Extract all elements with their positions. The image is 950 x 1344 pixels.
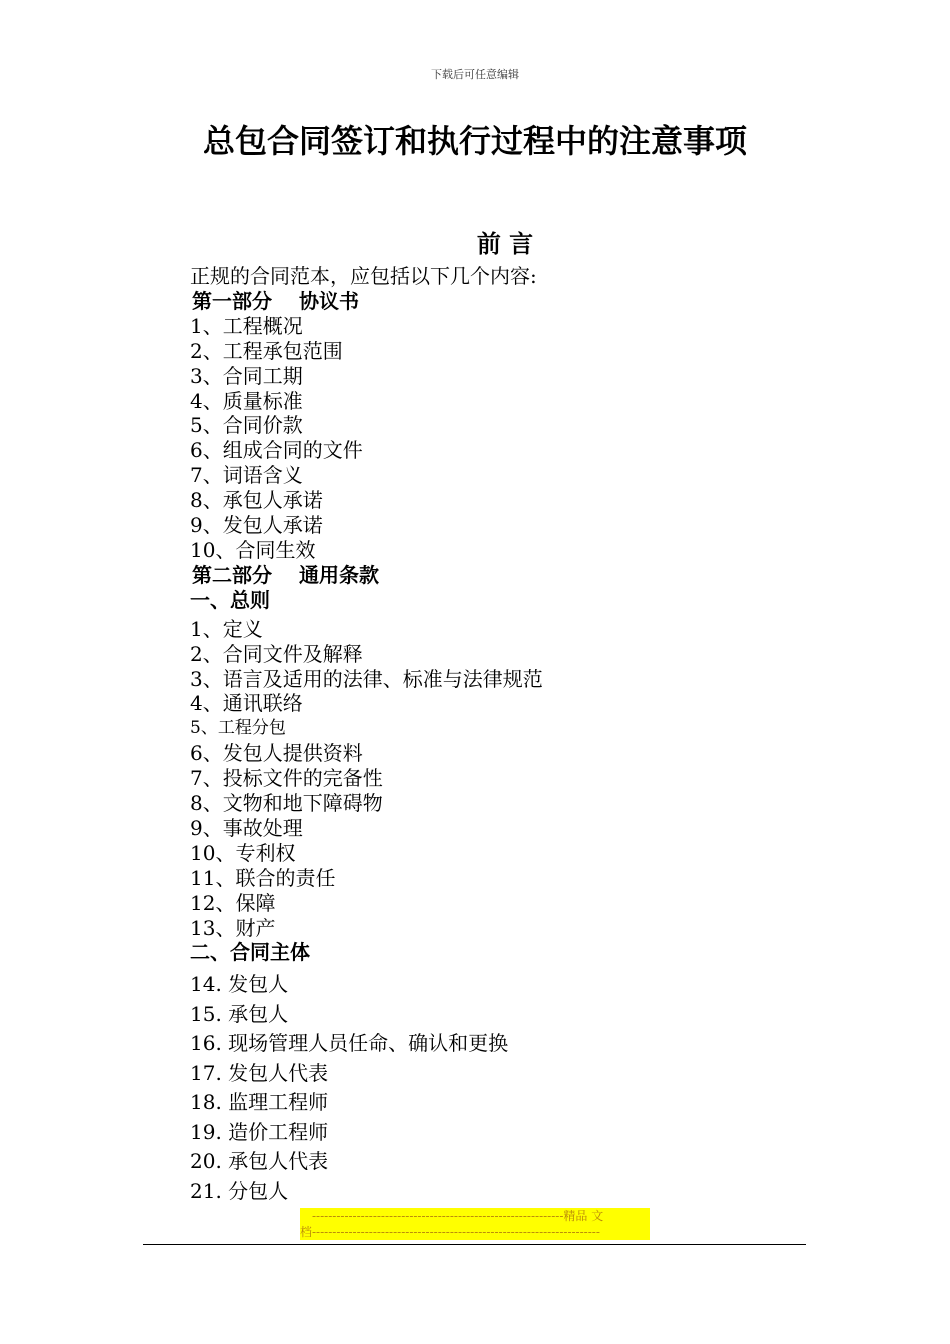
list-item: 13、财产 [190, 915, 276, 940]
subsection-heading: 一、总则 [190, 587, 270, 612]
list-item: 5、合同价款 [190, 413, 303, 438]
list-item: 7、词语含义 [190, 463, 303, 488]
list-item: 3、合同工期 [190, 363, 303, 388]
list-item: 3、语言及适用的法律、标准与法律规范 [190, 666, 543, 691]
list-item: 1、工程概况 [190, 313, 303, 338]
list-item: 4、质量标准 [190, 388, 303, 413]
footer-watermark [300, 1208, 650, 1240]
list-item: 20. 承包人代表 [190, 1149, 329, 1173]
list-item: 21. 分包人 [190, 1178, 289, 1203]
subsection-heading: 二、合同主体 [190, 940, 310, 965]
footer-line-2: 档----------------------------------------------------------------------- [300, 1225, 600, 1239]
footer-line-1: --------------------------------------------------------------精品 文 [312, 1209, 604, 1223]
contract-parties-list [190, 970, 830, 1206]
list-item: 1、定义 [190, 616, 263, 641]
list-item: 11、联合的责任 [190, 865, 336, 890]
list-item: 10、专利权 [190, 840, 296, 865]
list-item: 2、工程承包范围 [190, 338, 343, 363]
list-item: 14. 发包人 [190, 972, 289, 996]
list-item: 2、合同文件及解释 [190, 641, 363, 666]
list-item: 12、保障 [190, 890, 276, 915]
list-item: 5、工程分包 [190, 718, 286, 739]
list-item: 6、组成合同的文件 [190, 438, 363, 463]
list-item: 6、发包人提供资料 [190, 741, 363, 766]
footer-divider [143, 1244, 806, 1245]
intro-text: 正规的合同范本，应包括以下几个内容: [190, 264, 537, 288]
list-item: 17. 发包人代表 [190, 1060, 329, 1085]
document-title: 总包合同签订和执行过程中的注意事项 [202, 122, 747, 160]
list-item: 19. 造价工程师 [190, 1119, 329, 1144]
list-item: 8、承包人承诺 [190, 488, 323, 513]
header-note: 下载后可任意编辑 [431, 68, 519, 81]
list-item: 9、事故处理 [190, 815, 303, 840]
list-item: 18. 监理工程师 [190, 1090, 329, 1114]
list-item: 4、通讯联络 [190, 691, 303, 716]
list-item: 15. 承包人 [190, 1001, 289, 1026]
list-item: 7、投标文件的完备性 [190, 766, 383, 791]
part1-heading: 第一部分 协议书 [192, 288, 359, 313]
list-item: 10、合同生效 [190, 537, 316, 562]
list-item: 8、文物和地下障碍物 [190, 791, 383, 816]
section-title: 前 言 [476, 230, 534, 258]
list-item: 16. 现场管理人员任命、确认和更换 [190, 1031, 509, 1055]
part2-heading: 第二部分 通用条款 [192, 562, 379, 587]
document-body [190, 264, 830, 965]
list-item: 9、发包人承诺 [190, 513, 323, 538]
